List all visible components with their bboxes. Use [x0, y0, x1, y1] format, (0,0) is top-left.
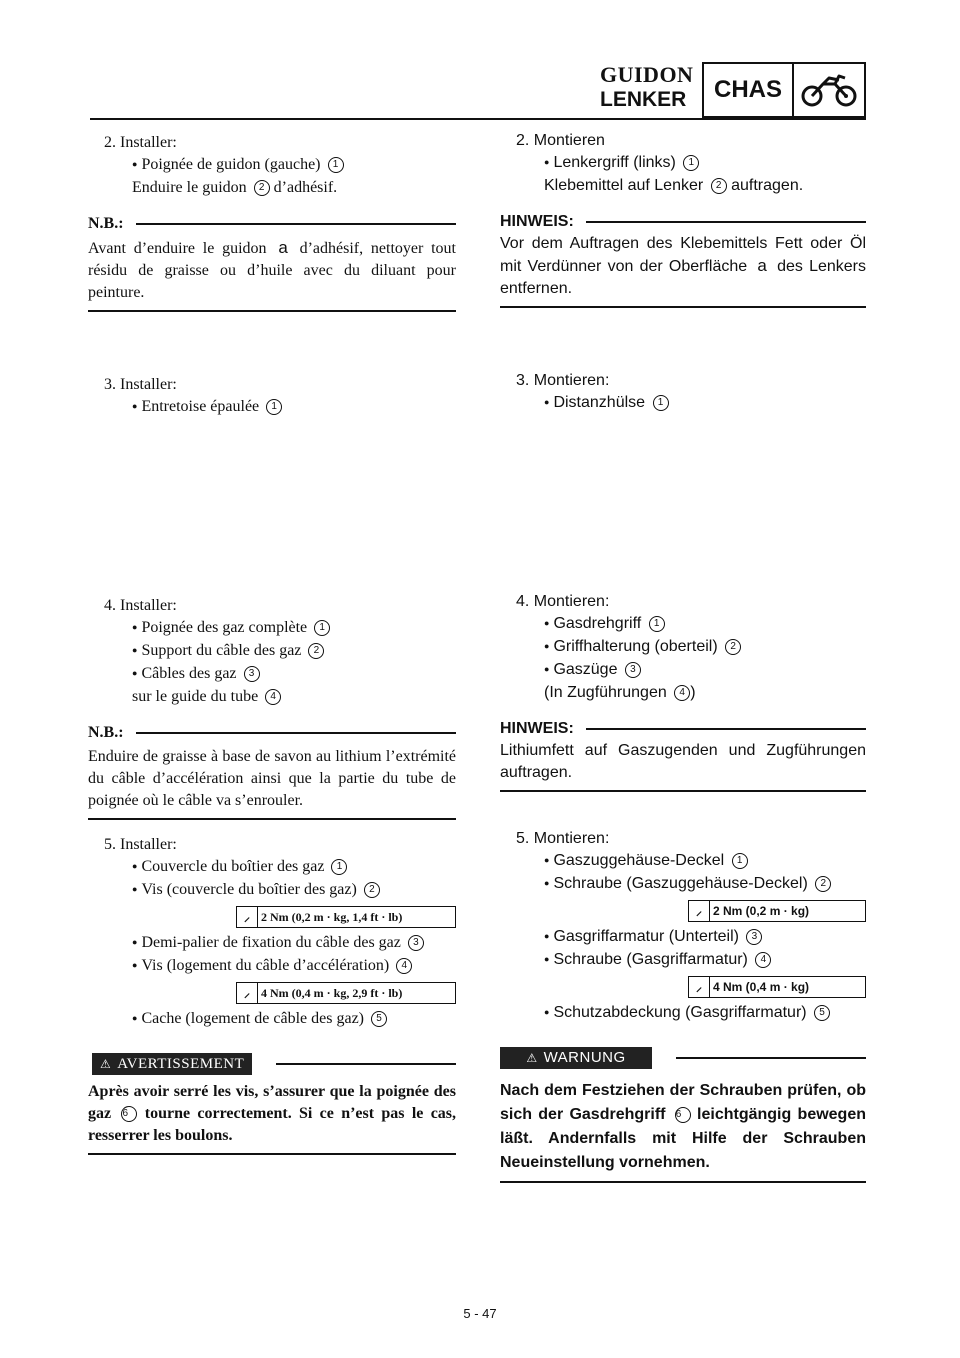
note-text: Enduire de graisse à base de savon au lithium l’extrémité du câble d’accélération ainsi que la partie du tube de poignée où le câble va s’enrouler.: [88, 748, 456, 809]
note-text: Avant d’enduire le guidon a d’adhésif, nettoyer tout résidu de graisse ou d’huile avec du diluant pour peinture.: [88, 238, 456, 301]
divider: [500, 790, 866, 792]
list-item: sur le guide du tube 4: [88, 686, 456, 708]
list-item: ● Support du câble des gaz 2: [88, 640, 456, 663]
list-item: ● Gaszuggehäuse-Deckel 1: [500, 850, 866, 873]
ref-label: a: [757, 256, 767, 275]
list-item: ● Schraube (Gaszuggehäuse-Deckel) 2: [500, 873, 866, 896]
list-item: ● Cache (logement de câble des gaz) 5: [88, 1008, 456, 1031]
fr-step-3-title: 3. Installer:: [104, 376, 177, 393]
warning-badge: ⚠ WARNUNG: [500, 1047, 652, 1069]
divider: [88, 818, 456, 820]
fr-step-5-title: 5. Installer:: [104, 836, 177, 853]
divider: [500, 306, 866, 308]
fr-step-4-title: 4. Installer:: [104, 597, 177, 614]
note-label: HINWEIS:: [500, 213, 574, 230]
note-text: Lithiumfett auf Gaszugenden und Zugführungen auftragen.: [500, 742, 866, 781]
header-title-de: LENKER: [600, 88, 687, 111]
divider: [676, 1057, 866, 1059]
list-item: Klebemittel auf Lenker 2 auftragen.: [544, 177, 804, 194]
warning-text: Nach dem Festziehen der Schrauben prüfen, ob sich der Gasdrehgriff 6 leichtgängig bewegen läßt. Andernfalls mit Hilfe der Schrauben Neueinstellung vornehmen.: [500, 1082, 867, 1171]
list-item: ● Gaszüge 3: [500, 659, 866, 682]
de-note-2: [500, 718, 866, 792]
torque-row: [88, 902, 456, 932]
note-label: N.B.:: [88, 215, 124, 232]
fr-step-5: [88, 834, 456, 1031]
list-item: Enduire le guidon 2 d’adhésif.: [132, 179, 338, 196]
de-step-5: [500, 828, 866, 1025]
list-item: ● Griffhalterung (oberteil) 2: [500, 636, 866, 659]
warning-text: Après avoir serré les vis, s’assurer que la poignée des gaz 6 tourne correctement. Si ce n’est pas le cas, resserrer les boulons.: [88, 1083, 457, 1144]
torque-spec: ⸝ 4 Nm (0,4 m · kg): [688, 976, 866, 998]
torque-spec: ⸝ 4 Nm (0,4 m · kg, 2,9 ft · lb): [236, 982, 456, 1004]
de-step-3-title: 3. Montieren:: [516, 372, 610, 389]
list-item: ● Schutzabdeckung (Gasgriffarmatur) 5: [500, 1002, 866, 1025]
list-item: ● Lenkergriff (links) 1: [500, 152, 866, 175]
divider: [88, 1153, 456, 1155]
divider: [586, 221, 866, 223]
list-item: ● Entretoise épaulée 1: [88, 396, 456, 419]
section-code: CHAS: [704, 64, 794, 116]
divider: [136, 732, 456, 734]
warning-badge: ⚠ AVERTISSEMENT: [92, 1053, 252, 1075]
fr-note-1: [88, 213, 456, 312]
warning-icon: ⚠: [100, 1057, 112, 1071]
fr-warning: [88, 1053, 456, 1155]
de-step-2-title: 2. Montieren: [516, 132, 605, 149]
divider: [500, 1181, 866, 1183]
wrench-icon: ⸝: [237, 983, 258, 1003]
torque-spec: ⸝ 2 Nm (0,2 m · kg, 1,4 ft · lb): [236, 906, 456, 928]
motorcycle-icon: [794, 64, 864, 116]
note-text: Vor dem Auftragen des Klebemittels Fett oder Öl mit Verdünner von der Oberfläche a des Lenkers entfernen.: [500, 235, 867, 297]
wrench-icon: ⸝: [689, 901, 710, 921]
de-step-5-title: 5. Montieren:: [516, 830, 610, 847]
de-step-4-title: 4. Montieren:: [516, 593, 610, 610]
fr-step-2: [88, 132, 456, 199]
fr-note-2: [88, 722, 456, 820]
torque-row: [500, 972, 866, 1002]
torque-row: [88, 978, 456, 1008]
list-item: ● Demi-palier de fixation du câble des gaz 3: [88, 932, 456, 955]
torque-spec: ⸝ 2 Nm (0,2 m · kg): [688, 900, 866, 922]
divider: [586, 728, 866, 730]
de-step-4: [500, 591, 866, 704]
note-label: HINWEIS:: [500, 720, 574, 737]
de-step-2: [500, 130, 866, 197]
list-item: ● Vis (couvercle du boîtier des gaz) 2: [88, 879, 456, 902]
section-badge: [702, 62, 866, 118]
list-item: ● Poignée de guidon (gauche) 1: [88, 154, 456, 177]
list-item: ● Câbles des gaz 3: [88, 663, 456, 686]
list-item: ● Gasgriffarmatur (Unterteil) 3: [500, 926, 866, 949]
fr-step-3: [88, 374, 456, 419]
header-rule: [90, 118, 866, 120]
list-item: ● Distanzhülse 1: [500, 392, 866, 415]
fr-step-4: [88, 595, 456, 708]
note-label: N.B.:: [88, 724, 124, 741]
de-note-1: [500, 211, 866, 308]
list-item: ● Gasdrehgriff 1: [500, 613, 866, 636]
torque-row: [500, 896, 866, 926]
list-item: ● Poignée des gaz complète 1: [88, 617, 456, 640]
divider: [276, 1063, 456, 1065]
list-item: (In Zugführungen 4 ): [544, 684, 696, 701]
warning-icon: ⚠: [526, 1051, 538, 1065]
wrench-icon: ⸝: [689, 977, 710, 997]
divider: [136, 223, 456, 225]
de-column: [500, 130, 866, 1183]
page-number: 5 - 47: [463, 1306, 497, 1321]
list-item: ● Couvercle du boîtier des gaz 1: [88, 856, 456, 879]
fr-step-2-title: 2. Installer:: [104, 134, 177, 151]
header-title-fr: GUIDON: [600, 62, 694, 87]
list-item: ● Schraube (Gasgriffarmatur) 4: [500, 949, 866, 972]
de-step-3: [500, 370, 866, 415]
wrench-icon: ⸝: [237, 907, 258, 927]
list-item: ● Vis (logement du câble d’accélération) 4: [88, 955, 456, 978]
ref-label: a: [278, 238, 288, 257]
fr-column: [88, 132, 456, 1155]
divider: [88, 310, 456, 312]
de-warning: [500, 1047, 866, 1183]
